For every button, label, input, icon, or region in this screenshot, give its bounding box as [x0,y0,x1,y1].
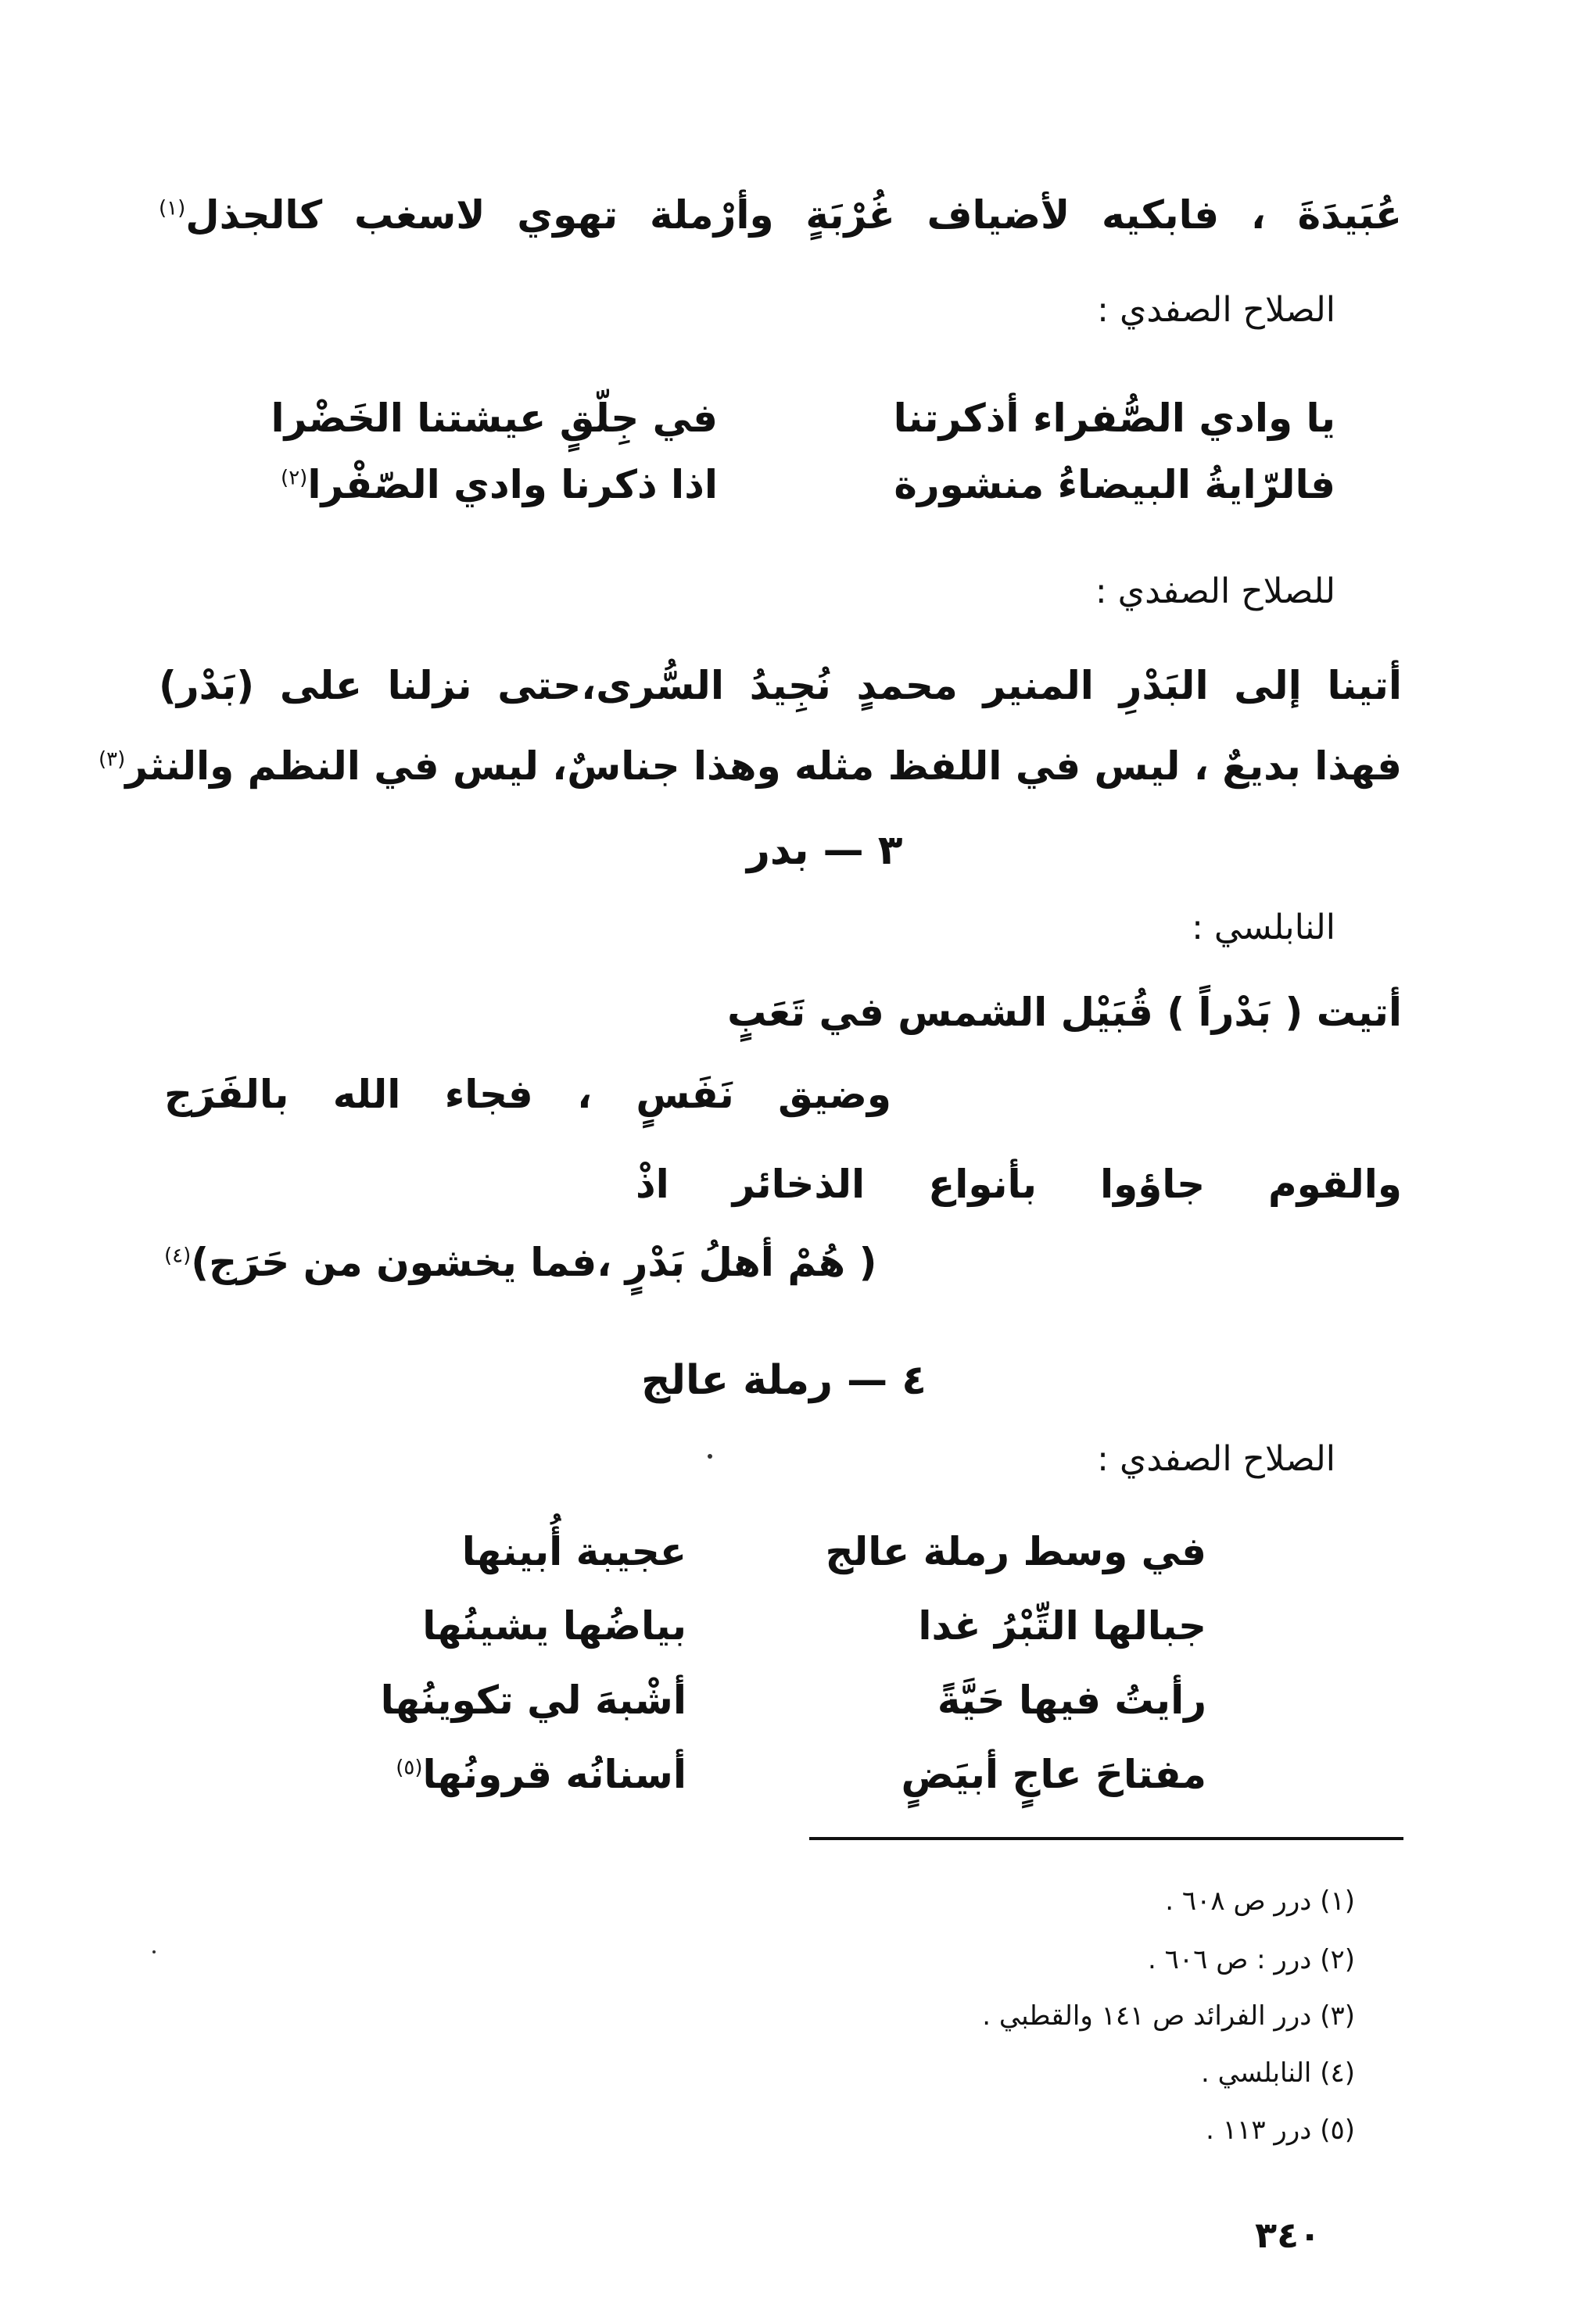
section-heading-ramlat-alij: ٤ — رملة عالج [641,1357,927,1404]
footnote-5 [1206,2115,1355,2146]
verse-1-right: يا وادي الصُّفراء أذكرتنا [893,396,1335,441]
attribution-safadi-1: الصلاح الصفدي : [1097,290,1335,330]
footnote-ref-5: (٥) [396,1756,423,1780]
ramla-verse-3-right: رأيتُ فيها حَيَّةً [937,1678,1206,1723]
footnote-3 [982,2000,1355,2032]
footnote-ref-2: (٢) [281,466,308,490]
footnote-5-text: درر ١١٣ . [1206,2115,1312,2146]
footnote-1 [1165,1885,1355,1917]
ramla-verse-4-right: مفتاحَ عاجٍ أبيَضٍ [901,1752,1206,1797]
ramla-verse-1-left: عجيبة أُبينها [461,1529,686,1574]
attribution-safadi-3: الصلاح الصفدي : [1097,1439,1335,1479]
footnote-ref-3: (٣) [99,747,126,772]
footnote-3-text: درر الفرائد ص ١٤١ والقطبي . [982,2000,1312,2032]
verse-2-left [281,462,718,507]
stray-ink-dot [708,1454,712,1459]
page-number: ٣٤٠ [1255,2214,1321,2256]
section-heading-badr: ٣ — بدر [747,827,903,874]
nabulsi-line-4-text: ( هُمْ أهلُ بَدْرٍ ،فما يخشون من حَرَج) [191,1240,877,1285]
footnote-separator [809,1837,1403,1840]
ramla-verse-1-right: في وسط رملة عالج [825,1529,1206,1574]
ramla-verse-2-left: بياضُها يشينُها [422,1603,686,1649]
ramla-verse-4-left [396,1752,686,1797]
footnote-4 [1200,2057,1355,2089]
footnote-ref-1: (١) [159,196,186,220]
continuation-verse [159,192,1402,238]
ramla-verse-3-left: أشْبهَ لي تكوينُها [380,1678,686,1723]
prose-line-1 [159,663,1402,708]
nabulsi-line-4 [164,1240,877,1285]
footnote-ref-4: (٤) [164,1244,192,1268]
footnote-4-text: النابلسي . [1200,2057,1312,2089]
verse-2-left-text: اذا ذكرنا وادي الصّفْرا [307,462,718,507]
footnote-2 [1148,1946,1355,1973]
prose-line-1-text: أتينا إلى البَدْرِ المنير محمدٍ نُجِيدُ السُّرى،حتى نزلنا على (بَدْر) [159,663,1402,708]
footnote-5-num: (٥) [1320,2115,1355,2146]
footnote-4-num: (٤) [1320,2057,1355,2089]
verse-2-right: فالرّايةُ البيضاءُ منشورة [894,462,1335,507]
stray-ink-speck [152,1950,156,1953]
footnote-1-num: (١) [1320,1885,1355,1917]
attribution-safadi-2: للصلاح الصفدي : [1095,571,1335,611]
prose-line-2-text: فهذا بديعٌ ، ليس في اللفظ مثله وهذا جناسٌ، ليس في النظم والنثر [125,743,1402,789]
footnote-2-text: درر : ص ٦٠٦ . [1148,1944,1312,1975]
footnote-2-num: (٢) [1320,1944,1355,1975]
ramla-verse-4-left-text: أسنانُه قرونُها [422,1752,686,1797]
continuation-verse-text: عُبَيدَةَ ، فابكيه لأضياف غُرْبَةٍ وأرْملة تهوي لاسغب كالجذل [185,192,1402,238]
nabulsi-line-1: أتيت ( بَدْراً ) قُبَيْل الشمس في تَعَبٍ [727,990,1402,1035]
ramla-verse-2-right: جبالها التِّبْرُ غدا [918,1603,1206,1649]
verse-1-left: في جِلّقٍ عيشتنا الخَضْرا [271,396,718,441]
footnote-1-text: درر ص ٦٠٨ . [1165,1885,1312,1917]
footnote-3-num: (٣) [1320,2000,1355,2032]
attribution-nabulsi: النابلسي : [1192,908,1335,947]
nabulsi-line-3: والقوم جاؤوا بأنواع الذخائر اذْ [636,1162,1402,1207]
nabulsi-line-2: وضيق نَفَسٍ ، فجاء الله بالفَرَج [164,1072,891,1117]
prose-line-2 [99,743,1402,789]
